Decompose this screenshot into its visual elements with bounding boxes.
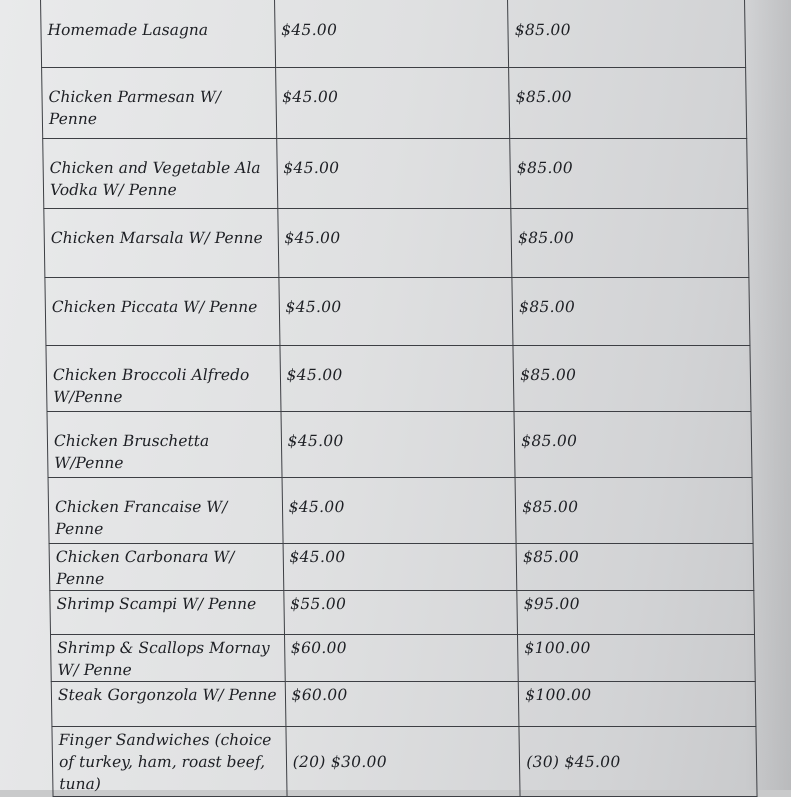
full-tray-price: $85.00 (513, 346, 751, 412)
item-name: Chicken Francaise W/ Penne (48, 478, 283, 544)
full-tray-price: $85.00 (508, 0, 746, 68)
half-tray-price: $45.00 (281, 412, 516, 478)
item-name: Shrimp & Scallops Mornay W/ Penne (50, 635, 284, 682)
half-tray-price: $60.00 (284, 635, 518, 682)
table-row (45, 278, 750, 346)
full-tray-price: $85.00 (509, 68, 747, 139)
half-tray-price: $45.00 (283, 544, 517, 591)
item-name: Chicken Broccoli Alfredo W/Penne (46, 346, 281, 412)
full-tray-price: $100.00 (518, 682, 755, 727)
table-row (50, 591, 755, 635)
table-row (43, 139, 748, 209)
item-name: Chicken Carbonara W/ Penne (49, 544, 283, 591)
half-tray-price: $45.00 (276, 139, 511, 209)
half-tray-price: (20) $30.00 (286, 727, 521, 797)
table-row (52, 727, 757, 797)
table-row (50, 635, 755, 682)
full-tray-price: $85.00 (516, 544, 753, 591)
item-name: Shrimp Scampi W/ Penne (50, 591, 284, 635)
half-tray-price: $60.00 (285, 682, 519, 727)
table-row (48, 478, 753, 544)
full-tray-price: $85.00 (514, 412, 752, 478)
half-tray-price: $45.00 (275, 68, 510, 139)
item-name: Chicken Marsala W/ Penne (44, 209, 279, 278)
item-name: Chicken Bruschetta W/Penne (47, 412, 282, 478)
half-tray-price: $45.00 (282, 478, 517, 544)
full-tray-price: $100.00 (518, 635, 755, 682)
half-tray-price: $45.00 (274, 0, 509, 68)
item-name: Chicken Piccata W/ Penne (45, 278, 280, 346)
half-tray-price: $45.00 (277, 209, 512, 278)
full-tray-price: $95.00 (517, 591, 754, 635)
half-tray-price: $45.00 (280, 346, 515, 412)
catering-price-table (40, 0, 758, 797)
item-name: Finger Sandwiches (choice of turkey, ham, roast beef, tuna) (52, 727, 287, 797)
item-name: Steak Gorgonzola W/ Penne (51, 682, 285, 727)
half-tray-price: $45.00 (279, 278, 514, 346)
full-tray-price: $85.00 (511, 209, 749, 278)
table-row (51, 682, 756, 727)
table-row (44, 209, 749, 278)
item-name: Chicken and Vegetable Ala Vodka W/ Penne (43, 139, 278, 209)
half-tray-price: $55.00 (283, 591, 517, 635)
table-row (49, 544, 754, 591)
table-row (42, 68, 747, 139)
table-row (46, 346, 751, 412)
table-row (47, 412, 752, 478)
full-tray-price: (30) $45.00 (519, 727, 757, 797)
table-row (41, 0, 746, 68)
item-name: Homemade Lasagna (41, 0, 276, 68)
full-tray-price: $85.00 (515, 478, 753, 544)
item-name: Chicken Parmesan W/ Penne (42, 68, 277, 139)
full-tray-price: $85.00 (512, 278, 750, 346)
full-tray-price: $85.00 (510, 139, 748, 209)
